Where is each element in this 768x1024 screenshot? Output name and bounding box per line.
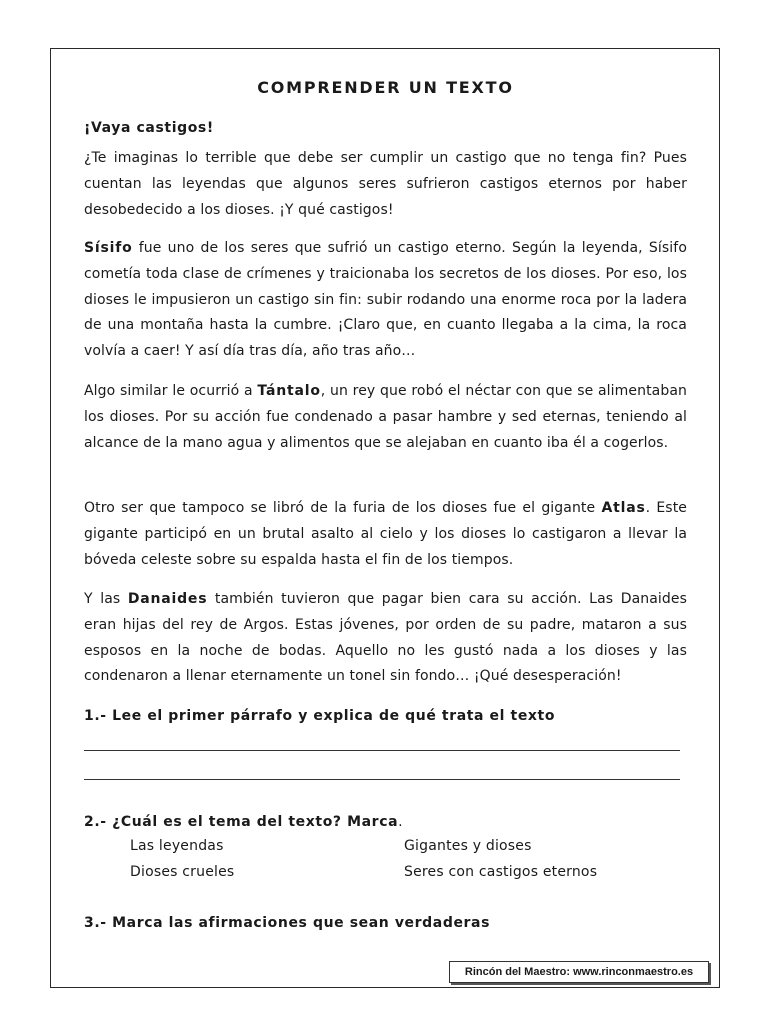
page-title: COMPRENDER UN TEXTO <box>257 78 514 97</box>
question-2 <box>84 814 403 830</box>
paragraph-1 <box>84 146 687 223</box>
question-2-dot: . <box>398 814 404 830</box>
name-tantalo: Tántalo <box>257 383 321 399</box>
paragraph-4-text: . Este gigante participó en un brutal asalto al cielo y los dioses lo castigaron a llevar la bóveda celeste sobre su espalda hasta el fin de los tiempos. <box>84 500 687 568</box>
name-atlas: Atlas <box>601 500 646 516</box>
paragraph-3 <box>84 379 687 456</box>
paragraph-5 <box>84 587 687 690</box>
paragraph-3-text: , un rey que robó el néctar con que se alimentaban los dioses. Por su acción fue condenado a pasar hambre y sed eternas, teniendo al alcance de la mano agua y alimentos que se alejaban en cuanto iba él a cogerlos. <box>84 383 687 451</box>
paragraph-5-text: también tuvieron que pagar bien cara su acción. Las Danaides eran hijas del rey de Argos. Estas jóvenes, por orden de su padre, mataron a sus esposos en la noche de bodas. Aquello no les gustó nada a los dioses y las condenaron a llenar eternamente un tonel sin fondo… ¡Qué desesperación! <box>84 591 687 685</box>
footer-credit: Rincón del Maestro: www.rinconmaestro.es <box>449 961 709 983</box>
name-sisifo: Sísifo <box>84 240 133 256</box>
question-2-text: 2.- ¿Cuál es el tema del texto? Marca <box>84 814 399 830</box>
option-gigantes-y-dioses[interactable]: Gigantes y dioses <box>404 838 532 854</box>
paragraph-4 <box>84 496 687 573</box>
paragraph-4-intro: Otro ser que tampoco se libró de la furia de los dioses fue el gigante <box>84 500 602 516</box>
question-1: 1.- Lee el primer párrafo y explica de qué trata el texto <box>84 708 556 724</box>
paragraph-3-intro: Algo similar le ocurrió a <box>84 383 258 399</box>
paragraph-1-text: ¿Te imaginas lo terrible que debe ser cumplir un castigo que no tenga fin? Pues cuentan las leyendas que algunos seres sufrieron castigos eternos por haber desobedecido a los dioses. ¡Y qué castigos! <box>84 150 687 218</box>
story-title: ¡Vaya castigos! <box>84 120 214 136</box>
paragraph-2 <box>84 236 687 365</box>
option-dioses-crueles[interactable]: Dioses crueles <box>130 864 235 880</box>
option-las-leyendas[interactable]: Las leyendas <box>130 838 224 854</box>
paragraph-5-intro: Y las <box>84 591 128 607</box>
answer-line-1[interactable] <box>84 750 680 751</box>
answer-line-2[interactable] <box>84 779 680 780</box>
name-danaides: Danaides <box>127 591 208 607</box>
option-seres-con-castigos-eternos[interactable]: Seres con castigos eternos <box>404 864 598 880</box>
paragraph-2-text: fue uno de los seres que sufrió un castigo eterno. Según la leyenda, Sísifo cometía toda clase de crímenes y traicionaba los secretos de los dioses. Por eso, los dioses le impusieron un castigo sin fin: subir rodando una enorme roca por la ladera de una montaña hasta la cumbre. ¡Claro que, en cuanto llegaba a la cima, la roca volvía a caer! Y así día tras día, año tras año… <box>84 240 687 360</box>
question-3: 3.- Marca las afirmaciones que sean verdaderas <box>84 915 491 931</box>
